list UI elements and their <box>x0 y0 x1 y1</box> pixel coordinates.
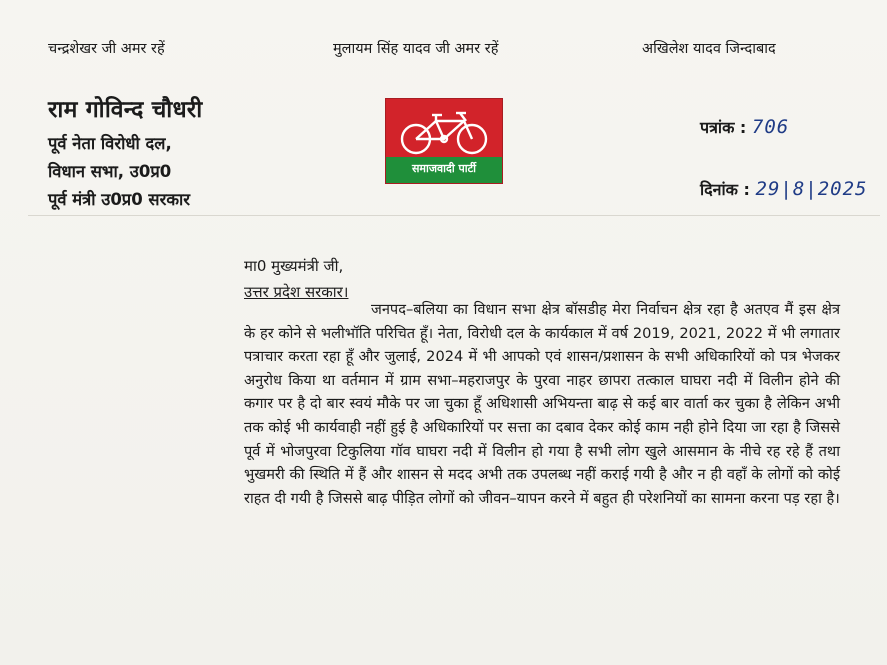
header-divider <box>28 215 880 216</box>
slogan-left: चन्द्रशेखर जी अमर रहें <box>48 41 165 57</box>
letter-date-label: दिनांक : <box>700 180 750 199</box>
bicycle-icon <box>394 107 494 157</box>
sender-title-1: पूर्व नेता विरोधी दल, <box>48 134 172 153</box>
sender-name: राम गोविन्द चौधरी <box>48 97 203 123</box>
slogan-right: अखिलेश यादव जिन्दाबाद <box>642 41 776 57</box>
slogan-center: मुलायम सिंह यादव जी अमर रहें <box>333 41 499 57</box>
letter-number-value: 706 <box>751 116 790 138</box>
letter-body <box>244 298 840 510</box>
recipient-line-2: उत्तर प्रदेश सरकार। <box>244 283 349 301</box>
sender-title-3: पूर्व मंत्री उ0प्र0 सरकार <box>48 190 191 209</box>
slogan-bar <box>0 38 887 68</box>
party-logo <box>385 98 503 184</box>
recipient-line-1: मा0 मुख्यमंत्री जी, <box>244 257 344 275</box>
sender-block <box>48 92 202 212</box>
letter-date <box>700 178 867 208</box>
sender-title-2: विधान सभा, उ0प्र0 <box>48 162 172 181</box>
body-paragraph: जनपद–बलिया का विधान सभा क्षेत्र बॉसडीह मेरा निर्वाचन क्षेत्र रहा है अतएव मैं इस क्षेत्र के हर कोने से भलीभॉति परिचित हूँ। नेता, विरोधी दल के कार्यकाल में वर्ष 2019, 2021, 2022 में भी लगातार पत्राचार करता रहा हूँ और जुलाई, 2024 में भी आपको एवं शासन/प्रशासन के सभी अधिकारियों को पत्र भेजकर अनुरोध किया था वर्तमान में ग्राम सभा–महराजपुर के पुरवा नाहर छापरा तत्काल घाघरा नदी में विलीन होने की कगार पर है दो बार स्वयं मौके पर जा चुका हूँ अधिशासी अभियन्ता बाढ़ से कई बार वार्ता कर चुका है लेकिन अभी तक कोई भी कार्यवाही नहीं हुई है अधिकारियों पर सत्ता का दबाव देकर कोई काम नही होने दिया जा रहा है जिससे पूर्व में भोजपुरवा टिकुलिया गॉव घाघरा नदी में विलीन हो गया है सभी लोग खुले आसमान के नीचे रह रहे हैं तथा भुखमरी की स्थिति में हैं और शासन से मदद अभी तक उपलब्ध नहीं कराई गयी है और न ही वहॉं के लोगों को कोई राहत दी गयी है जिससे बाढ़ पीड़ित लोगों को जीवन–यापन करने में बहुत ही परेशनियों का सामना करना पड़ रहा है। <box>244 301 840 507</box>
recipient-block <box>244 256 348 302</box>
logo-party-name: समाजवादी पार्टी <box>412 162 476 175</box>
letter-number-label: पत्रांक : <box>700 118 747 137</box>
letter-number <box>700 116 867 146</box>
reference-block <box>700 116 867 208</box>
letter-date-value: 29|8|2025 <box>755 178 868 200</box>
